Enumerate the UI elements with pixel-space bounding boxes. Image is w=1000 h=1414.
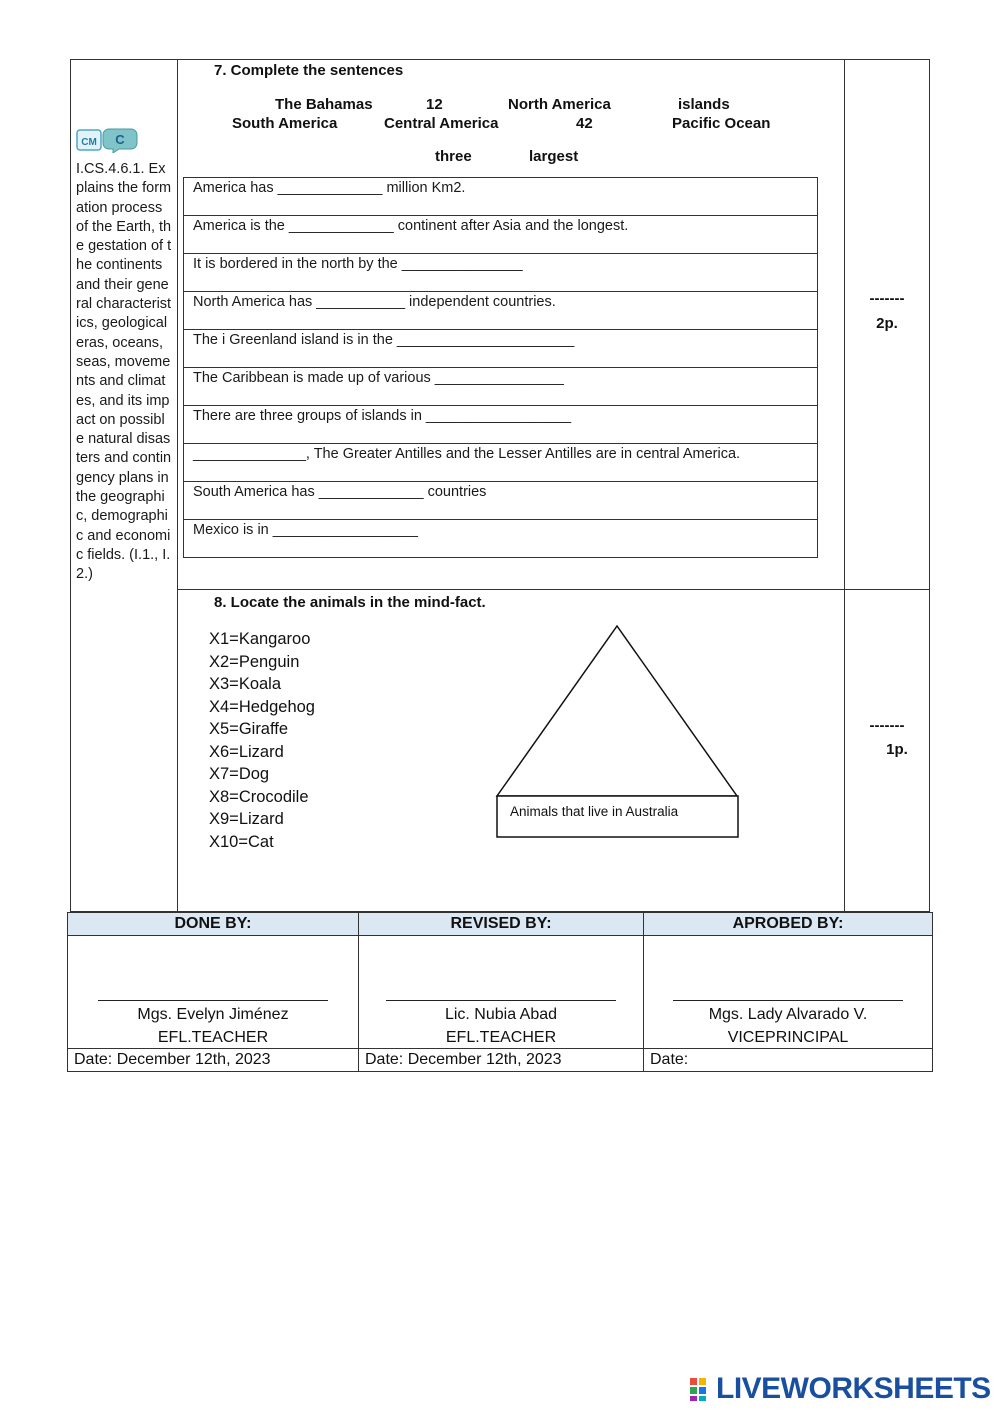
question-7-title: 7. Complete the sentences: [214, 62, 404, 79]
sentence-row: [184, 178, 818, 216]
sentence-row: [184, 406, 818, 444]
sentence-row: [184, 216, 818, 254]
word-bank-item: Central America: [384, 115, 499, 132]
sentence-text: South America has _____________ countries: [193, 484, 487, 500]
question-8-title: 8. Locate the animals in the mind-fact.: [214, 594, 486, 611]
sentence-cell[interactable]: [184, 520, 818, 558]
column-divider-score: [844, 59, 845, 912]
word-bank-item: North America: [508, 96, 611, 113]
sentence-text: ______________, The Greater Antilles and the Lesser Antilles are in central America.: [193, 446, 741, 462]
signature-header-row: [68, 913, 933, 936]
sentence-text: The i Greenland island is in the ______________________: [193, 332, 575, 348]
animal-item: X4=Hedgehog: [209, 697, 315, 716]
signer-name: Mgs. Evelyn Jiménez: [137, 1006, 289, 1023]
sentence-text: Mexico is in __________________: [193, 522, 418, 538]
animal-item: X7=Dog: [209, 765, 270, 783]
sentence-cell[interactable]: [184, 482, 818, 520]
signer-role: VICEPRINCIPAL: [727, 1029, 849, 1046]
word-bank-item: The Bahamas: [275, 96, 373, 113]
curriculum-badge-icon: [76, 127, 140, 153]
question-7-score-blank: -------: [869, 290, 905, 307]
signer-name: Mgs. Lady Alvarado V.: [708, 1006, 868, 1023]
animal-list: [209, 628, 315, 853]
approved-by-header: APROBED BY:: [644, 913, 933, 936]
animal-item: X10=Cat: [209, 832, 274, 851]
brand-name: LIVEWORKSHEETS: [716, 1372, 991, 1405]
word-bank-item: 12: [426, 96, 443, 113]
done-by-header: DONE BY:: [68, 913, 359, 936]
triangle-shape: [497, 626, 737, 796]
date-cell: Date: December 12th, 2023: [68, 1049, 359, 1072]
word-bank-item: islands: [678, 96, 730, 113]
sentence-text: There are three groups of islands in __________________: [193, 408, 572, 424]
sentence-row: [184, 444, 818, 482]
sentence-row: [184, 482, 818, 520]
question-8-score: 1p.: [886, 741, 908, 758]
word-bank-item: three: [435, 148, 472, 165]
date-cell: Date:: [644, 1049, 933, 1072]
sentence-row: [184, 368, 818, 406]
column-divider-indicator: [177, 59, 178, 912]
sentence-text: America is the _____________ continent after Asia and the longest.: [193, 218, 629, 234]
row-divider: [177, 589, 930, 590]
sentence-row: [184, 292, 818, 330]
sentence-row: [184, 330, 818, 368]
sentence-text: It is bordered in the north by the _______________: [193, 256, 523, 272]
c-badge-label: C: [115, 132, 125, 147]
sentence-cell[interactable]: [184, 254, 818, 292]
word-bank-item: South America: [232, 115, 338, 132]
signature-cell-revised[interactable]: [359, 936, 644, 1049]
sentence-cell[interactable]: [184, 444, 818, 482]
diagram-label: Animals that live in Australia: [510, 804, 679, 819]
animal-item: X6=Lizard: [209, 742, 284, 761]
liveworksheets-logo[interactable]: [690, 1373, 991, 1405]
signature-line: [98, 1000, 328, 1001]
animal-item: X3=Koala: [209, 675, 282, 693]
signature-line: [386, 1000, 616, 1001]
signature-line: [673, 1000, 903, 1001]
word-bank-item: largest: [529, 148, 579, 165]
liveworksheets-logo-icon: [690, 1376, 716, 1402]
sentence-cell[interactable]: [184, 178, 818, 216]
signer-role: EFL.TEACHER: [445, 1029, 557, 1046]
word-bank-item: 42: [576, 115, 593, 132]
signature-cell-done[interactable]: [68, 936, 359, 1049]
sentence-cell[interactable]: [184, 216, 818, 254]
animal-item: X5=Giraffe: [209, 720, 289, 738]
signer-name: Lic. Nubia Abad: [444, 1006, 558, 1023]
animal-item: X8=Crocodile: [209, 787, 309, 806]
sentence-row: [184, 254, 818, 292]
animal-item: X9=Lizard: [209, 810, 284, 828]
indicator-text: I.CS.4.6.1. Explains the formation process of the Earth, the gestation of the continents and their general characteristics, geological eras, oceans, seas, movements and climates, and its impact on possible natural disasters and contingency plans in the geographic, demographic and economic fields. (I.1., I.2.): [76, 161, 172, 583]
word-bank-item: Pacific Ocean: [672, 115, 771, 132]
sentence-row: [184, 520, 818, 558]
sentence-text: North America has ___________ independent countries.: [193, 294, 556, 310]
animal-item: X1=Kangaroo: [209, 630, 311, 648]
revised-by-header: REVISED BY:: [359, 913, 644, 936]
sentence-cell[interactable]: [184, 406, 818, 444]
signer-role: EFL.TEACHER: [157, 1029, 269, 1046]
sentence-cell[interactable]: [184, 368, 818, 406]
sentence-cell[interactable]: [184, 292, 818, 330]
animal-item: X2=Penguin: [209, 652, 300, 671]
sentence-cell[interactable]: [184, 330, 818, 368]
sentence-table: [183, 177, 818, 558]
signature-table: [67, 912, 933, 1072]
question-8-score-blank: -------: [869, 717, 905, 734]
signature-row: [68, 936, 933, 1049]
curriculum-icons: [76, 127, 140, 153]
sentence-text: America has _____________ million Km2.: [193, 180, 466, 196]
signature-cell-approved[interactable]: [644, 936, 933, 1049]
cm-badge-label: CM: [81, 137, 97, 148]
sentence-text: The Caribbean is made up of various ________________: [193, 370, 564, 386]
question-7-score: 2p.: [876, 315, 898, 332]
date-cell: Date: December 12th, 2023: [359, 1049, 644, 1072]
date-row: [68, 1049, 933, 1072]
